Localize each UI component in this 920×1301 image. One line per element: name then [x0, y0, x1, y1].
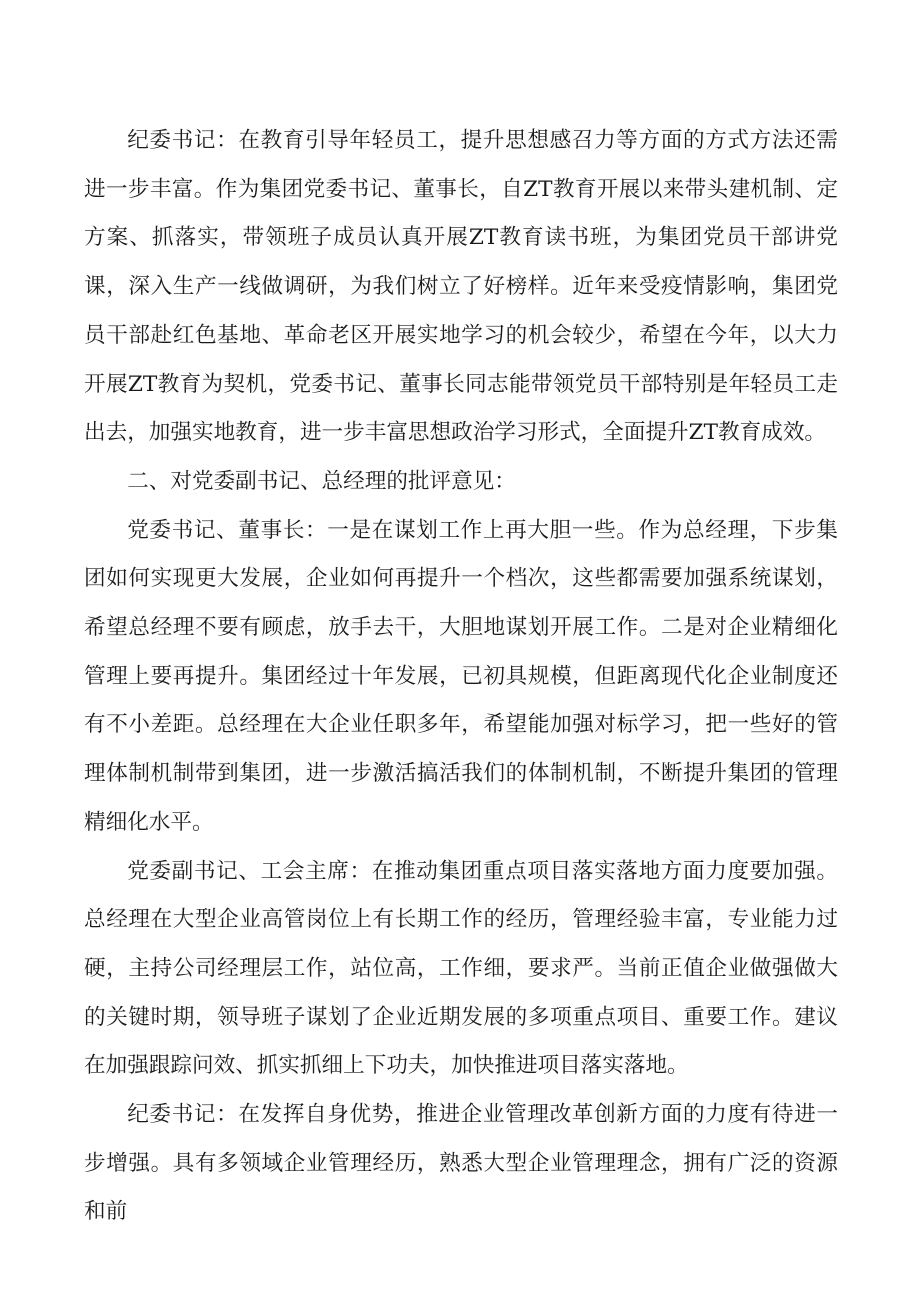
paragraph-union-chair-comment: 党委副书记、工会主席：在推动集团重点项目落实落地方面力度要加强。总经理在大型企业高管岗位上有长期工作的经历，管理经验丰富，专业能力过硬，主持公司经理层工作，站位高，工作细，要求严。当前正值企业做强做大的关键时期，领导班子谋划了企业近期发展的多项重点项目、重要工作。建议在加强跟踪问效、抓实抓细上下功夫，加快推进项目落实落地。 — [84, 858, 838, 1079]
document-body — [84, 117, 838, 1237]
paragraph-discipline-secretary-comment-2: 纪委书记：在发挥自身优势，推进企业管理改革创新方面的力度有待进一步增强。具有多领域企业管理经历，熟悉大型企业管理理念，拥有广泛的资源和前 — [84, 1102, 838, 1225]
section-heading-general-manager-criticism: 二、对党委副书记、总经理的批评意见： — [127, 468, 516, 494]
paragraph-party-secretary-comment: 党委书记、董事长：一是在谋划工作上再大胆一些。作为总经理，下步集团如何实现更大发展，企业如何再提升一个档次，这些都需要加强系统谋划，希望总经理不要有顾虑，放手去干，大胆地谋划开展工作。二是对企业精细化管理上要再提升。集团经过十年发展，已初具规模，但距离现代化企业制度还有不小差距。总经理在大企业任职多年，希望能加强对标学习，把一些好的管理体制机制带到集团，进一步激活搞活我们的体制机制，不断提升集团的管理精细化水平。 — [84, 517, 838, 835]
paragraph-discipline-secretary-comment: 纪委书记：在教育引导年轻员工，提升思想感召力等方面的方式方法还需进一步丰富。作为集团党委书记、董事长，自ZT教育开展以来带头建机制、定方案、抓落实，带领班子成员认真开展ZT教育读书班，为集团党员干部讲党课，深入生产一线做调研，为我们树立了好榜样。近年来受疫情影响，集团党员干部赴红色基地、革命老区开展实地学习的机会较少，希望在今年，以大力开展ZT教育为契机，党委书记、董事长同志能带领党员干部特别是年轻员工走出去，加强实地教育，进一步丰富思想政治学习形式，全面提升ZT教育成效。 — [84, 128, 838, 446]
